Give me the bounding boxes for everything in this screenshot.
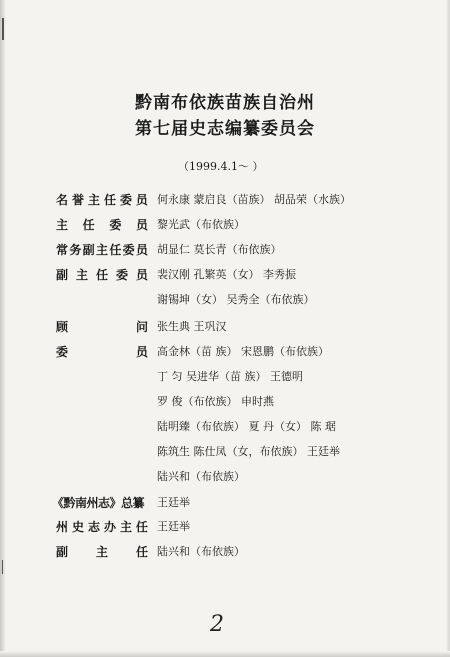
roster-label-char: 名	[56, 193, 69, 207]
roster-row	[0, 191, 450, 211]
roster-label-char: 副	[56, 268, 69, 282]
roster-label-char: 委	[122, 243, 135, 257]
roster-names: 王廷举	[157, 496, 190, 509]
roster-label-spread	[56, 216, 148, 233]
roster-label	[56, 343, 156, 360]
scan-edge-bottom	[0, 651, 450, 657]
date-range: （1999.4.1～ ）	[178, 160, 264, 173]
title-line-1: 黔南布依族苗族自治州	[135, 93, 315, 113]
roster-label-char: 主	[119, 520, 132, 534]
roster-label-char: 常	[56, 243, 69, 257]
roster-label-char: 副	[56, 545, 69, 559]
roster-label-char: 主	[95, 545, 108, 559]
roster-names: 谢锡坤（女） 吴秀全（布依族）	[157, 293, 315, 306]
roster-row	[0, 368, 450, 388]
roster-label-char: 委	[119, 193, 132, 207]
roster-names: 高金林（苗 族） 宋恩鹏（布依族）	[157, 345, 329, 358]
roster-row	[0, 418, 450, 438]
roster-label-char: 史	[71, 520, 84, 534]
roster-row	[0, 216, 450, 236]
roster-label	[56, 216, 156, 233]
roster-row	[0, 266, 450, 286]
roster-label-char: 委	[56, 345, 69, 359]
roster-label-spread	[56, 241, 148, 258]
roster-label-char: 员	[135, 243, 148, 257]
roster-label	[56, 241, 156, 258]
title-line-2: 第七届史志编纂委员会	[135, 119, 315, 139]
roster-names: 何永康 蒙启良（苗族） 胡品荣（水族）	[157, 193, 351, 206]
roster-row	[0, 543, 450, 563]
roster-label	[56, 266, 156, 283]
roster-label-char: 州	[56, 520, 69, 534]
roster-names: 丁 匀 吴进华（苗 族） 王德明	[157, 370, 303, 383]
roster-label-char: 副	[82, 243, 95, 257]
roster-label-char: 任	[103, 193, 116, 207]
roster-label-spread	[56, 543, 148, 560]
roster-label	[56, 518, 156, 535]
roster-label-spread	[56, 343, 148, 360]
roster-row	[0, 241, 450, 261]
roster-label-char: 主	[75, 268, 88, 282]
roster-label-char: 员	[135, 345, 148, 359]
roster-names: 陆兴和（布依族）	[157, 545, 245, 558]
roster-label-char: 誉	[71, 193, 84, 207]
roster-row	[0, 518, 450, 538]
roster-label-char: 务	[69, 243, 82, 257]
roster-row	[0, 468, 450, 488]
roster-names: 裴汉刚 孔繁英（女） 李秀振	[157, 268, 296, 281]
roster-label-char: 任	[95, 268, 108, 282]
roster-names: 陆兴和（布依族）	[157, 470, 245, 483]
roster-label-char: 员	[135, 193, 148, 207]
roster-names: 胡显仁 莫长青（布依族）	[157, 243, 282, 256]
roster-label: 《黔南州志》总纂	[52, 496, 145, 510]
roster-names: 陈筑生 陈仕凤（女，布依族） 王廷举	[157, 445, 340, 458]
roster-label-char: 主	[87, 193, 100, 207]
roster-label-char: 志	[87, 520, 100, 534]
roster-row	[0, 443, 450, 463]
roster-label	[56, 318, 156, 335]
roster-names: 张生典 王巩汉	[157, 320, 227, 333]
roster-row	[0, 494, 450, 514]
roster-label-char: 委	[115, 268, 128, 282]
roster-label-char: 办	[103, 520, 116, 534]
roster-row	[0, 318, 450, 338]
page-number: 2	[210, 612, 224, 637]
roster-label-char: 主	[56, 218, 69, 232]
roster-row	[0, 343, 450, 363]
roster-names: 陆明臻（布依族） 夏 丹（女） 陈 琚	[157, 420, 336, 433]
roster-label	[56, 191, 156, 208]
roster-label-char: 顾	[56, 320, 69, 334]
roster-label	[56, 543, 156, 560]
roster-names: 王廷举	[157, 520, 190, 533]
roster-row	[0, 393, 450, 413]
roster-label-spread	[56, 266, 148, 283]
roster-label-char: 任	[135, 520, 148, 534]
roster-names: 罗 俊（布依族） 申时燕	[157, 395, 274, 408]
roster-label-char: 问	[135, 320, 148, 334]
roster-label-char: 委	[109, 218, 122, 232]
scan-mark	[2, 18, 4, 40]
roster-label-char: 任	[82, 218, 95, 232]
roster-label-char: 任	[135, 545, 148, 559]
roster-label-spread	[56, 518, 148, 535]
roster-label-char: 主	[95, 243, 108, 257]
roster-row	[0, 291, 450, 311]
roster-label-char: 员	[135, 218, 148, 232]
roster-label-spread	[56, 318, 148, 335]
roster-names: 黎光武（布依族）	[157, 218, 245, 231]
roster-label-char: 任	[109, 243, 122, 257]
roster-label-char: 员	[135, 268, 148, 282]
roster-label-spread	[56, 191, 148, 208]
